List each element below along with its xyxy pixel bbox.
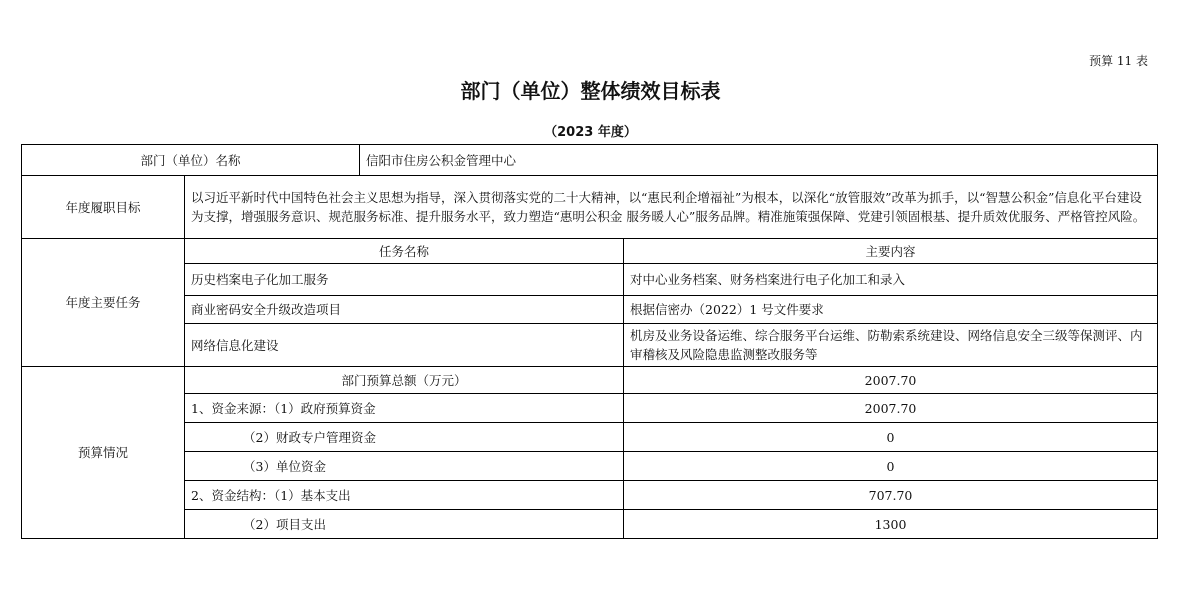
task-content: 机房及业务设备运维、综合服务平台运维、防勒索系统建设、网络信息安全三级等保测评、内审稽核及风险隐患监测整改服务等 [624,324,1158,367]
budget-item-value: 0 [624,423,1158,452]
table-row [22,264,1158,296]
goal-row [22,176,1158,239]
budget-item-value: 1300 [624,510,1158,539]
budget-total-value: 2007.70 [624,367,1158,394]
table-row [22,452,1158,481]
budget-total-label: 部门预算总额（万元） [185,367,624,394]
task-content: 根据信密办（2022）1 号文件要求 [624,296,1158,324]
page-title: 部门（单位）整体绩效目标表 [460,79,721,103]
table-row [22,394,1158,423]
tasks-label: 年度主要任务 [22,239,185,367]
dept-row [22,145,1158,176]
budget-item-value: 707.70 [624,481,1158,510]
task-name: 历史档案电子化加工服务 [185,264,624,296]
budget-item-label: （2）项目支出 [185,510,624,539]
dept-label: 部门（单位）名称 [22,145,360,176]
task-name-header: 任务名称 [185,239,624,264]
task-content-header: 主要内容 [624,239,1158,264]
year-subtitle: （2023 年度） [544,125,637,140]
dept-value: 信阳市住房公积金管理中心 [360,145,1158,176]
budget-item-label: 1、资金来源：（1）政府预算资金 [185,394,624,423]
table-row [22,324,1158,367]
goal-label: 年度履职目标 [22,176,185,239]
performance-goal-table [21,144,1158,539]
budget-label: 预算情况 [22,367,185,539]
budget-item-value: 2007.70 [624,394,1158,423]
table-row [22,481,1158,510]
budget-item-label: 2、资金结构：（1）基本支出 [185,481,624,510]
goal-text: 以习近平新时代中国特色社会主义思想为指导，深入贯彻落实党的二十大精神，以“惠民利企增福祉”为根本，以深化“放管服效”改革为抓手，以“智慧公积金”信息化平台建设为支撑，增强服务意识、规范服务标准、提升服务水平，致力塑造“惠明公积金 服务暖人心”服务品牌。精准施策强保障、党建引领固根基、提升质效优服务、严格管控风险。 [185,176,1158,239]
table-number: 预算 11 表 [1089,54,1148,68]
budget-item-label: （2）财政专户管理资金 [185,423,624,452]
task-content: 对中心业务档案、财务档案进行电子化加工和录入 [624,264,1158,296]
task-name: 商业密码安全升级改造项目 [185,296,624,324]
budget-item-value: 0 [624,452,1158,481]
budget-item-label: （3）单位资金 [185,452,624,481]
table-row [22,510,1158,539]
budget-total-row [22,367,1158,394]
task-name: 网络信息化建设 [185,324,624,367]
task-header-row [22,239,1158,264]
table-row [22,423,1158,452]
table-row [22,296,1158,324]
